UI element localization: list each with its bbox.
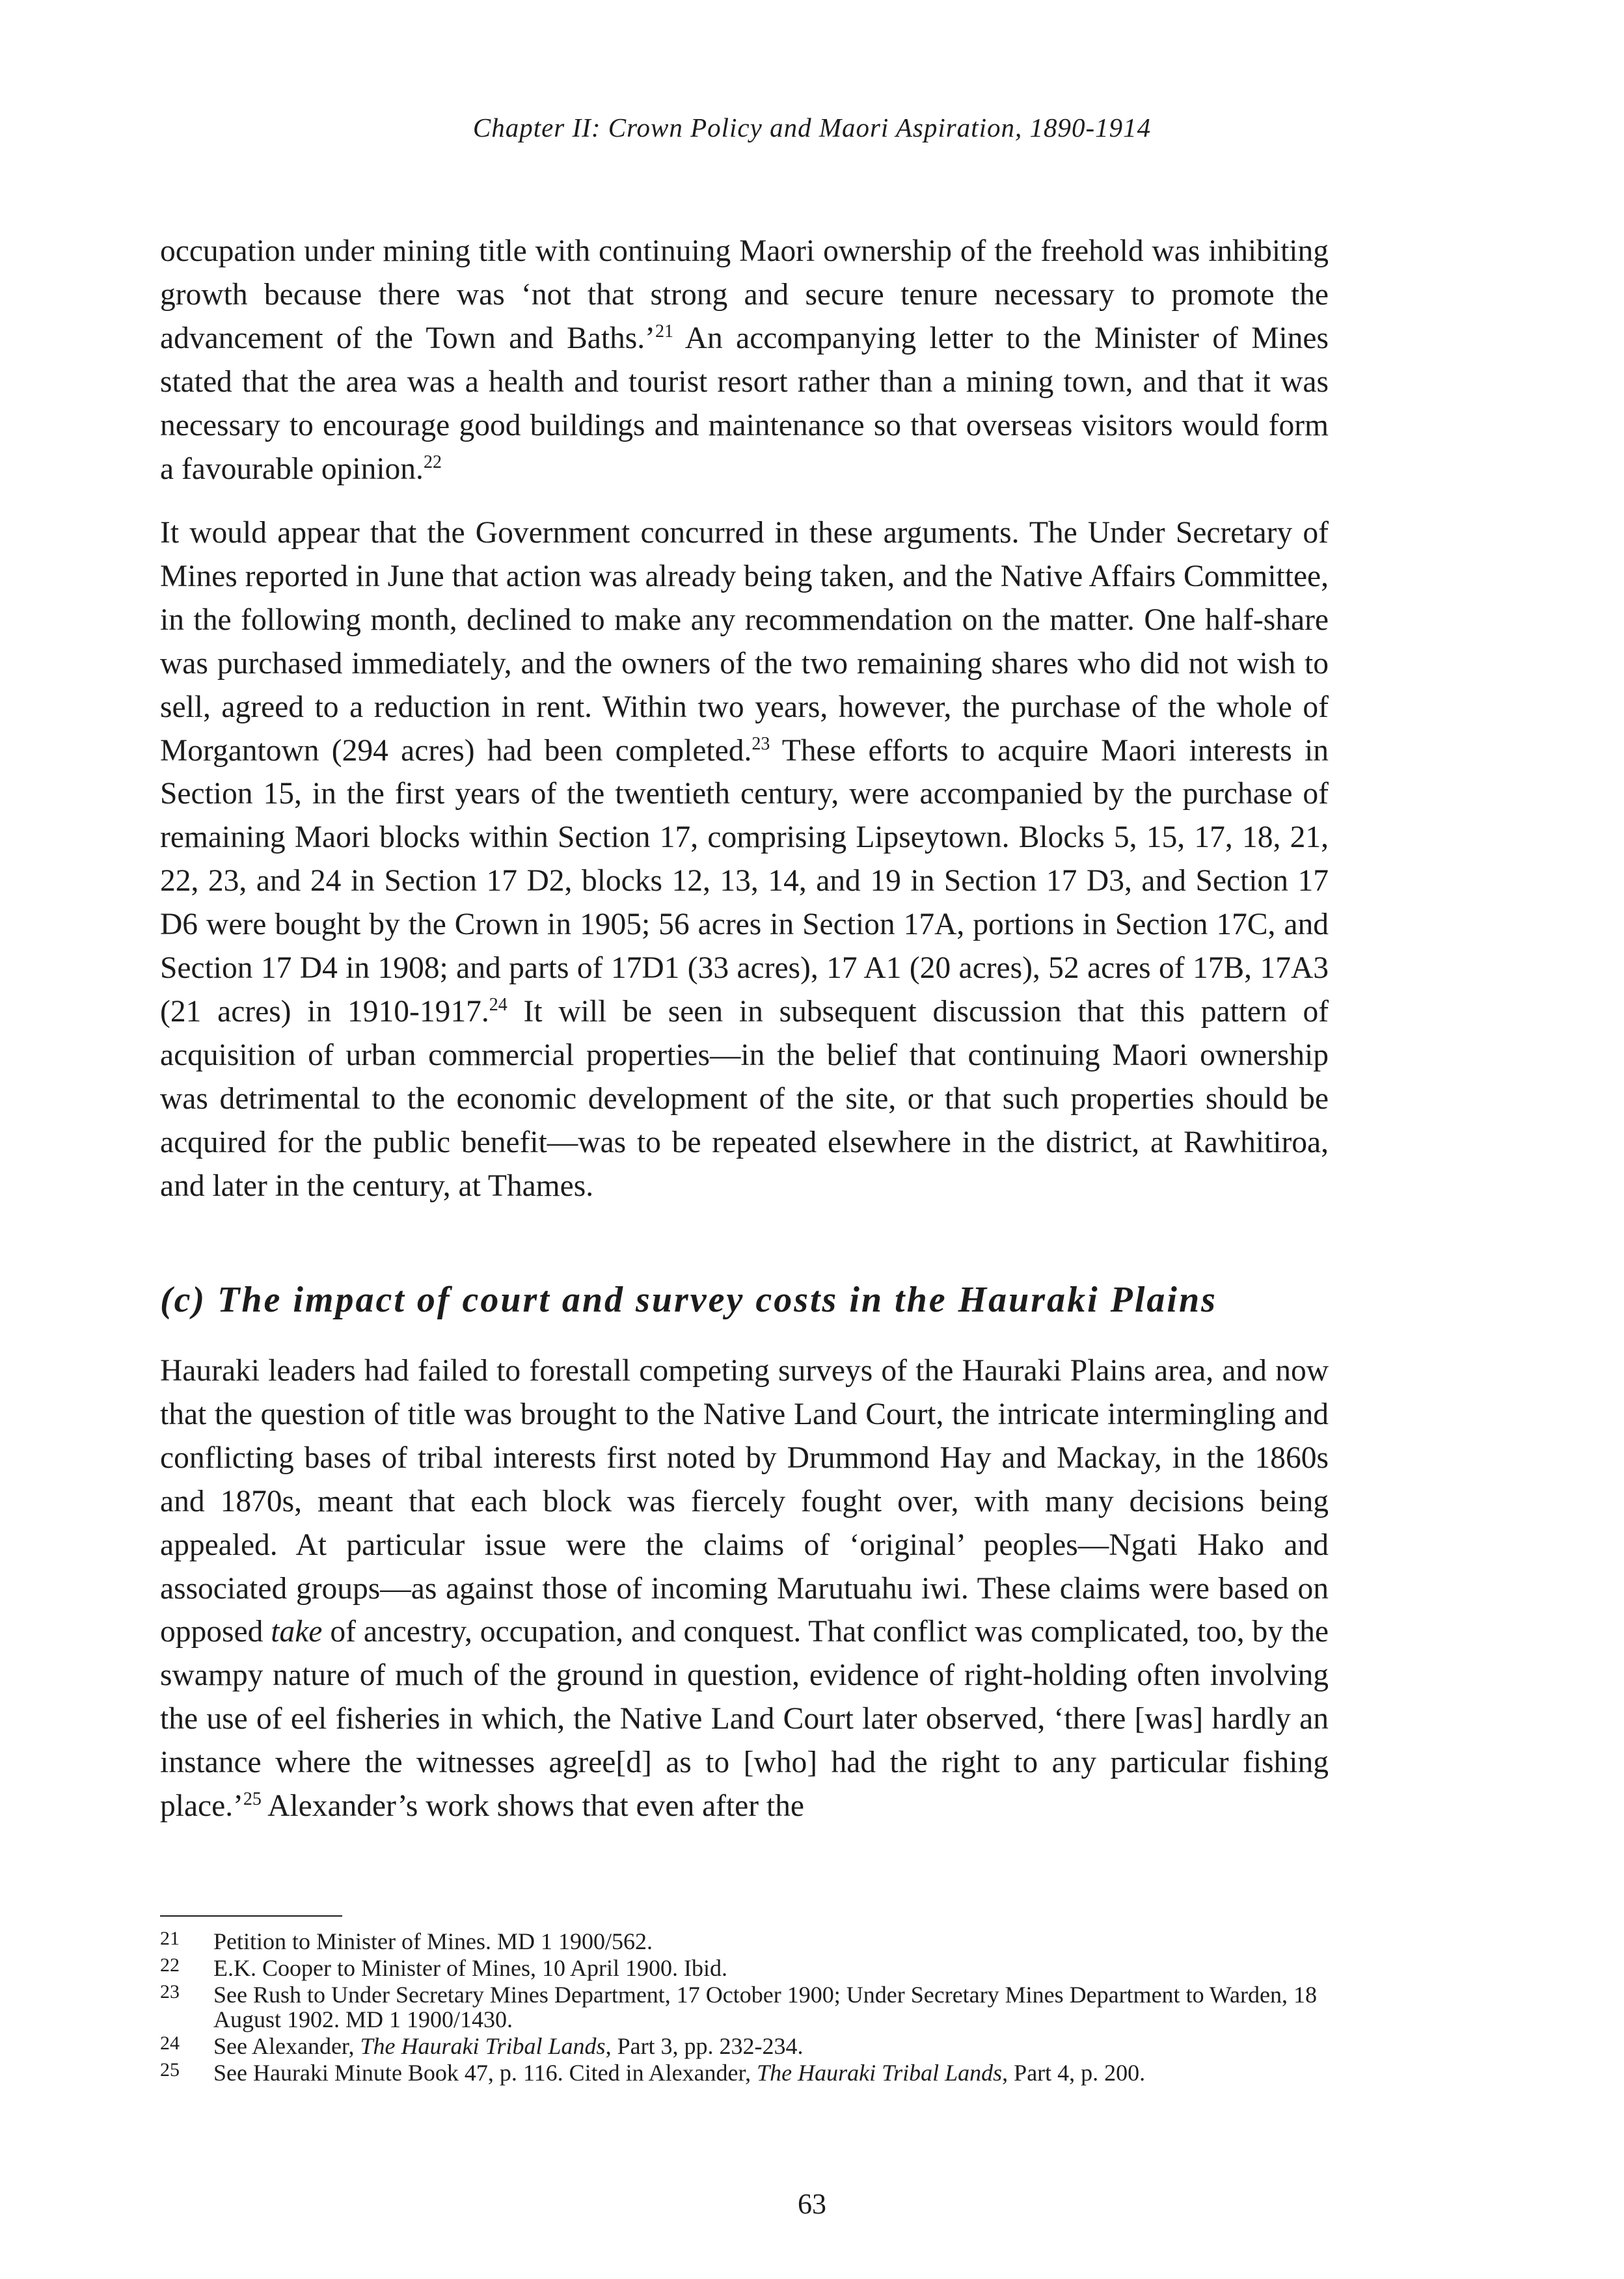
footnote-ref-25[interactable]: 25 (243, 1789, 262, 1810)
footnote-divider (160, 1915, 342, 1917)
paragraph-3-text-c: Alexander’s work shows that even after the (261, 1789, 804, 1824)
footnote-21 (160, 1929, 1329, 1954)
footnote-reference: MD 1 1900/1430. (345, 2006, 513, 2032)
paragraph-3-text-b: of ancestry, occupation, and conquest. That conflict was complicated, too, by the swampy nature of much of the ground in question, evidence of right-holding often involving the use of eel fisheries in which, the Native Land Court later observed, ‘there [was] hardly an instance where the witnesses agree[d] as to [who] had the right to any particular fishing place.’ (160, 1615, 1329, 1824)
footnote-text: E.K. Cooper to Minister of Mines, 10 April 1900. Ibid. (213, 1955, 727, 1981)
section-heading: (c) The impact of court and survey costs in the Hauraki Plains (160, 1280, 1217, 1320)
footnote-24 (160, 2034, 1329, 2058)
footnote-ref-24[interactable]: 24 (489, 995, 508, 1016)
footnote-title: The Hauraki Tribal Lands (360, 2033, 606, 2059)
footnote-text-end: , Part 3, pp. 232-234. (605, 2033, 804, 2059)
paragraph-2-text-c: It will be seen in subsequent discussion that this pattern of acquisition of urban commercial properties—in the belief that continuing Maori ownership was detrimental to the economic development of the site, or that such properties should be acquired for the public benefit—was to be repeated elsewhere in the district, at Rawhitiroa, and later in the century, at Thames. (160, 994, 1329, 1203)
paragraph-1-text-b: An accompanying letter to the Minister of Mines stated that the area was a health and tourist resort rather than a mining town, and that it was necessary to encourage good buildings and maintenance so that overseas visitors would form a favourable opinion. (160, 321, 1329, 486)
footnote-22 (160, 1956, 1329, 1980)
footnote-23 (160, 1982, 1329, 2032)
paragraph-2-text-a: It would appear that the Government concurred in these arguments. The Under Secretary of Mines reported in June that action was already being taken, and the Native Affairs Committee, in the following month, declined to make any recommendation on the matter. One half-share was purchased immediately, and the owners of the two remaining shares who did not wish to sell, agreed to a reduction in rent. Within two years, however, the purchase of the whole of Morgantown (294 acres) had been completed. (160, 516, 1329, 768)
footnote-text: See Hauraki Minute Book 47, p. 116. Cited in Alexander, (213, 2060, 757, 2086)
footnote-reference: MD 1 1900/562. (497, 1928, 653, 1954)
paragraph-1 (160, 230, 1329, 491)
footnotes (160, 1929, 1329, 2087)
footnote-ref-23[interactable]: 23 (751, 733, 770, 754)
footnote-text: See Rush to Under Secretary Mines Department, 17 October 1900; Under Secretary Mines Department to Warden, 18 August 1902. (213, 1982, 1317, 2032)
footnote-ref-22[interactable]: 22 (423, 452, 442, 472)
paragraph-1-text-a: occupation under mining title with continuing Maori ownership of the freehold was inhibiting growth because there was ‘not that strong and secure tenure necessary to promote the advancement of the Town and Baths.’ (160, 234, 1329, 355)
paragraph-3-take-term: take (271, 1615, 323, 1649)
footnote-number: 24 (160, 2032, 180, 2054)
paragraph-2-text-b: These efforts to acquire Maori interests in Section 15, in the first years of the twentieth century, were accompanied by the purchase of remaining Maori blocks within Section 17, comprising Lipseytown. Blocks 5, 15, 17, 18, 21, 22, 23, and 24 in Section 17 D2, blocks 12, 13, 14, and 19 in Section 17 D3, and Section 17 D6 were bought by the Crown in 1905; 56 acres in Section 17A, portions in Section 17C, and Section 17 D4 in 1908; and parts of 17D1 (33 acres), 17 A1 (20 acres), 52 acres of 17B, 17A3 (21 acres) in 1910-1917. (160, 733, 1329, 1029)
footnote-number: 21 (160, 1928, 180, 1949)
footnote-number: 25 (160, 2059, 180, 2081)
footnote-number: 22 (160, 1954, 180, 1976)
footnote-number: 23 (160, 1981, 180, 2003)
footnote-text-end: , Part 4, p. 200. (1002, 2060, 1146, 2086)
footnote-ref-21[interactable]: 21 (655, 321, 673, 342)
footnote-25 (160, 2060, 1329, 2085)
paragraph-3-text-a: Hauraki leaders had failed to forestall competing surveys of the Hauraki Plains area, and now that the question of title was brought to the Native Land Court, the intricate intermingling and conflicting bases of tribal interests first noted by Drummond Hay and Mackay, in the 1860s and 1870s, meant that each block was fiercely fought over, with many decisions being appealed. At particular issue were the claims of ‘original’ peoples—Ngati Hako and associated groups—as against those of incoming Marutuahu iwi. These claims were based on opposed (160, 1354, 1329, 1649)
running-head: Chapter II: Crown Policy and Maori Aspiration, 1890-1914 (472, 113, 1152, 142)
footnote-title: The Hauraki Tribal Lands (757, 2060, 1003, 2086)
page-number: 63 (798, 2188, 826, 2220)
paragraph-2 (160, 511, 1329, 1208)
footnote-text: Petition to Minister of Mines. (213, 1928, 497, 1954)
footnote-text: See Alexander, (213, 2033, 360, 2059)
paragraph-3 (160, 1349, 1329, 1828)
